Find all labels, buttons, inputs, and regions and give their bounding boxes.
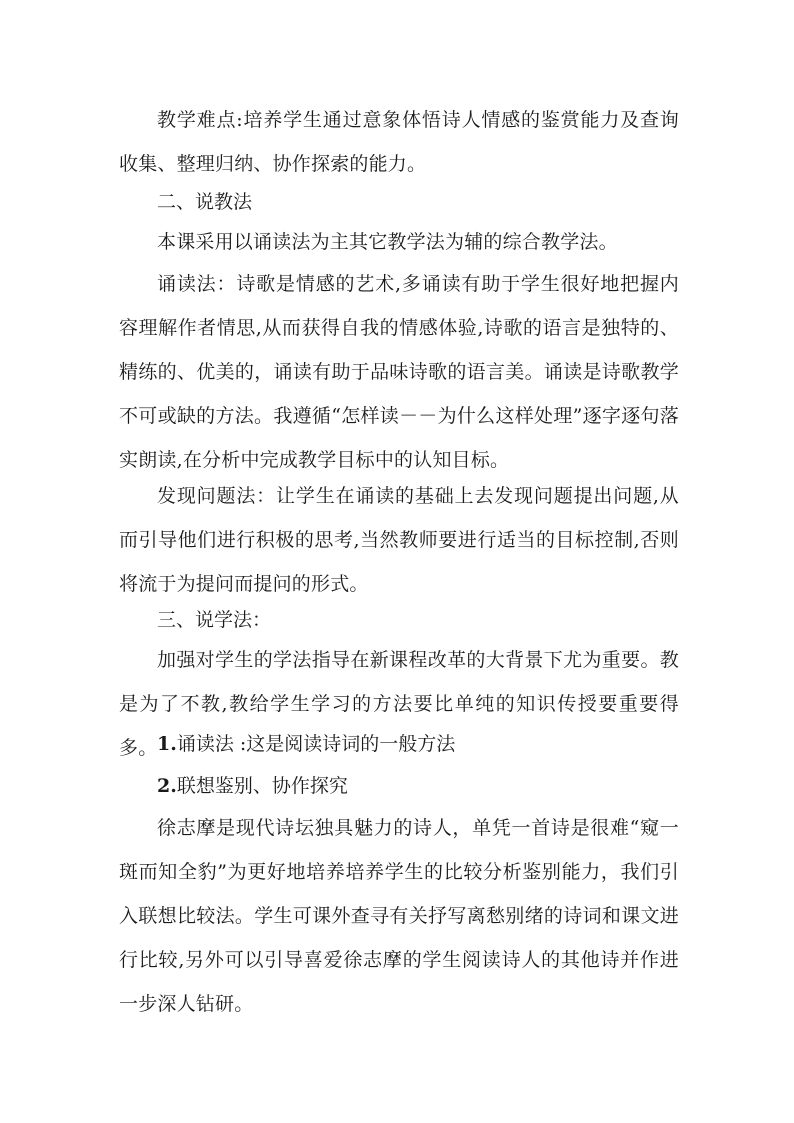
section-heading-teaching-method: 二、说教法 — [157, 191, 253, 213]
document-page — [119, 0, 679, 1123]
learning-method-intro-paragraph: 加强对学生的学法指导在新课程改革的大背景下尤为重要。教是为了不教,教给学生学习的方法要比单纯的知识传授要重要得多。 — [119, 649, 679, 759]
section-heading-learning-method: 三、说学法： — [157, 609, 272, 631]
teaching-difficulty-paragraph: 教学难点:培养学生通过意象体悟诗人情感的鉴赏能力及查询收集、整理归纳、协作探索的能力。 — [119, 109, 679, 175]
list-item-association — [119, 764, 679, 808]
list-item-text: 联想鉴别、协作探究 — [176, 775, 348, 797]
list-item-number: 2. — [157, 775, 177, 797]
list-item-recitation — [119, 722, 679, 766]
teaching-method-intro-paragraph: 本课采用以诵读法为主其它教学法为辅的综合教学法。 — [157, 231, 618, 253]
list-item-text: 诵读法 :这是阅读诗词的一般方法 — [176, 733, 456, 755]
recitation-method-paragraph: 诵读法：诗歌是情感的艺术,多诵读有助于学生很好地把握内容理解作者情思,从而获得自我的情感体验,诗歌的语言是独特的、精练的、优美的，诵读有助于品味诗歌的语言美。诵读是诗歌教学不可或缺的方法。我遵循“怎样读－－为什么这样处理”逐字逐句落实朗读,在分析中完成教学目标中的认知目标。 — [119, 273, 679, 471]
xu-zhimo-paragraph: 徐志摩是现代诗坛独具魅力的诗人，单凭一首诗是很难“窥一斑而知全豹”为更好地培养培养学生的比较分析鉴别能力，我们引入联想比较法。学生可课外查寻有关抒写离愁别绪的诗词和课文进行比较,另外可以引导喜爱徐志摩的学生阅读诗人的其他诗并作进一步深人钻研。 — [119, 817, 679, 1015]
list-item-number: 1. — [157, 733, 177, 755]
problem-discovery-method-paragraph: 发现问题法：让学生在诵读的基础上去发现问题提出问题,从而引导他们进行积极的思考,当然教师要进行适当的目标控制,否则将流于为提问而提问的形式。 — [119, 485, 679, 595]
